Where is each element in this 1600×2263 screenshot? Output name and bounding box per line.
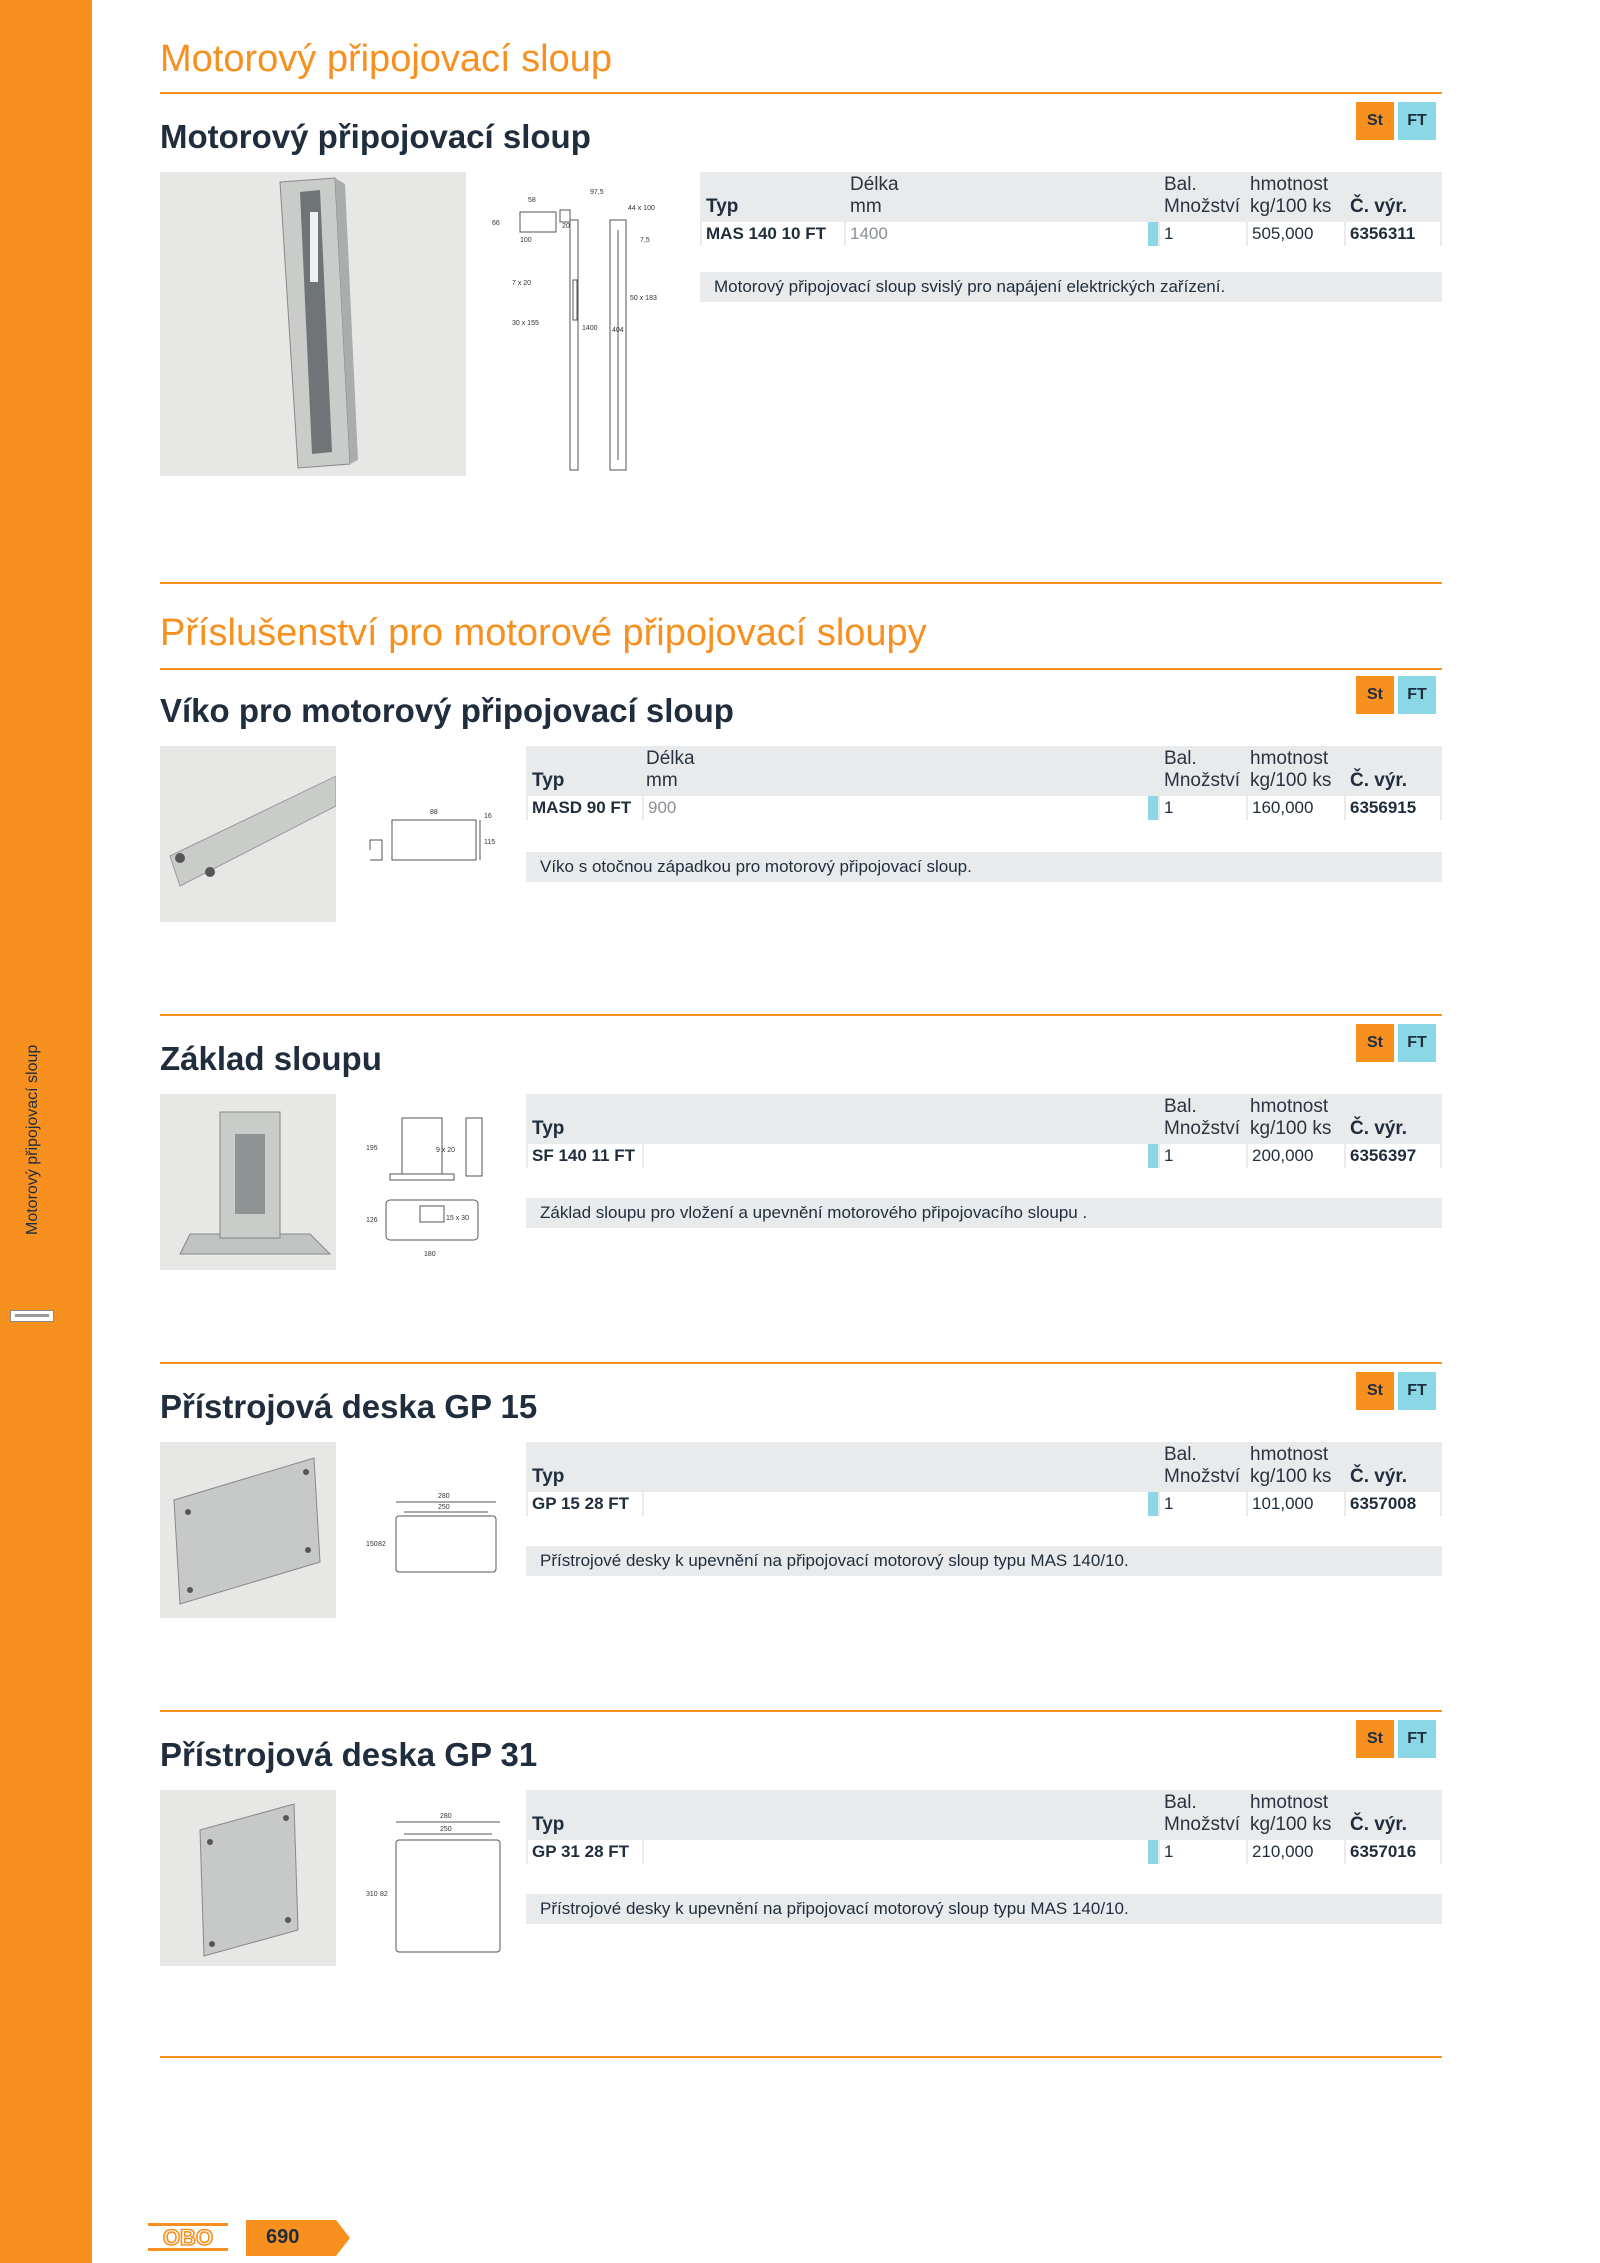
product-description: Přístrojové desky k upevnění na připojovací motorový sloup typu MAS 140/10. [526,1546,1442,1576]
type-cell: MAS 140 10 FT [702,222,844,246]
color-tick [1148,222,1158,246]
svg-text:20: 20 [562,223,570,230]
product-table [526,1790,1442,1864]
header-pack: Bal. [1164,748,1197,769]
product-photo [160,746,336,922]
divider [160,1362,1442,1364]
header-pack: Bal. [1164,1792,1197,1813]
product-description: Motorový připojovací sloup svislý pro napájení elektrických zařízení. [700,272,1442,302]
svg-text:310: 310 [366,1891,378,1898]
svg-text:280: 280 [440,1813,452,1820]
plate-photo-icon [160,1442,336,1618]
header-quantity: Množství [1164,1814,1241,1835]
material-badge-st: St [1356,1372,1394,1410]
product-photo [160,1442,336,1618]
cover-photo-icon [160,746,336,922]
product-table [526,1094,1442,1168]
product-description: Víko s otočnou západkou pro motorový připojovací sloup. [526,852,1442,882]
svg-text:180: 180 [424,1251,436,1258]
material-badge-st: St [1356,102,1394,140]
finish-badge-ft: FT [1398,102,1436,140]
header-article: Č. výr. [1350,1814,1408,1835]
empty-cell [644,1492,1158,1516]
svg-text:58: 58 [528,197,536,204]
section-title: Motorový připojovací sloup [160,38,612,80]
article-cell: 6356311 [1346,222,1440,246]
product-photo [160,1094,336,1270]
quantity-cell: 1 [1160,222,1246,246]
header-quantity: Množství [1164,1118,1241,1139]
weight-cell: 210,000 [1248,1840,1344,1864]
header-pack: Bal. [1164,1096,1197,1117]
material-badge-st: St [1356,1024,1394,1062]
article-cell: 6356915 [1346,796,1440,820]
header-weight: hmotnost [1250,748,1329,769]
header-length: Délka [850,174,899,195]
divider [160,2056,1442,2058]
product-description: Přístrojové desky k upevnění na připojovací motorový sloup typu MAS 140/10. [526,1894,1442,1924]
header-unit: mm [646,770,678,791]
material-badge-st: St [1356,1720,1394,1758]
empty-cell [644,1840,1158,1864]
article-cell: 6357008 [1346,1492,1440,1516]
color-tick [1148,1492,1158,1516]
svg-text:15 x 30: 15 x 30 [446,1215,469,1222]
base-photo-icon [160,1094,336,1270]
table-row [526,1492,1442,1516]
svg-text:16: 16 [484,813,492,820]
divider [160,92,1442,94]
svg-text:100: 100 [520,237,532,244]
technical-drawing [360,800,500,870]
svg-text:82: 82 [380,1891,388,1898]
weight-cell: 160,000 [1248,796,1344,820]
product-title: Přístrojová deska GP 15 [160,1388,538,1425]
header-weight: hmotnost [1250,1444,1329,1465]
svg-text:7,5: 7,5 [640,237,650,244]
article-cell: 6357016 [1346,1840,1440,1864]
header-weight-unit: kg/100 ks [1250,770,1332,791]
product-title: Motorový připojovací sloup [160,118,591,155]
technical-drawing [490,180,680,480]
svg-text:50 x 183: 50 x 183 [630,295,657,302]
header-weight-unit: kg/100 ks [1250,1466,1332,1487]
svg-text:404: 404 [612,327,624,334]
weight-cell: 505,000 [1248,222,1344,246]
header-weight: hmotnost [1250,1096,1329,1117]
table-row [700,222,1442,246]
svg-text:97,5: 97,5 [590,189,604,196]
column-photo-icon [160,172,466,476]
type-cell: SF 140 11 FT [528,1144,642,1168]
obo-logo [148,2223,228,2251]
header-type: Typ [532,770,565,791]
svg-text:82: 82 [378,1541,386,1548]
table-row [526,1840,1442,1864]
product-table [700,172,1442,246]
svg-text:7 x 20: 7 x 20 [512,280,532,287]
svg-text:88: 88 [430,809,438,816]
divider [160,1710,1442,1712]
header-type: Typ [532,1466,565,1487]
empty-cell [644,1144,1158,1168]
product-photo [160,1790,336,1966]
header-pack: Bal. [1164,174,1197,195]
product-photo [160,172,466,476]
product-title: Víko pro motorový připojovací sloup [160,692,734,729]
article-cell: 6356397 [1346,1144,1440,1168]
quantity-cell: 1 [1160,1492,1246,1516]
length-cell: 900 [644,796,1158,820]
color-tick [1148,1144,1158,1168]
page-number: 690 [266,2226,300,2248]
svg-text:250: 250 [438,1504,450,1511]
finish-badge-ft: FT [1398,1024,1436,1062]
sidebar [0,0,92,2263]
technical-drawing [360,1486,500,1576]
finish-badge-ft: FT [1398,1372,1436,1410]
plate-photo-icon [160,1790,336,1966]
finish-badge-ft: FT [1398,1720,1436,1758]
sidebar-marker-icon [10,1310,54,1322]
section-title: Příslušenství pro motorové připojovací sloupy [160,612,927,654]
product-title: Přístrojová deska GP 31 [160,1736,538,1773]
technical-drawing [360,1806,510,1956]
quantity-cell: 1 [1160,1840,1246,1864]
divider [160,668,1442,670]
svg-text:150: 150 [366,1541,378,1548]
header-weight: hmotnost [1250,1792,1329,1813]
material-badge-st: St [1356,676,1394,714]
svg-text:280: 280 [438,1493,450,1500]
header-pack: Bal. [1164,1444,1197,1465]
table-row [526,1144,1442,1168]
weight-cell: 200,000 [1248,1144,1344,1168]
quantity-cell: 1 [1160,796,1246,820]
header-article: Č. výr. [1350,1118,1408,1139]
color-tick [1148,1840,1158,1864]
svg-text:44 x 100: 44 x 100 [628,205,655,212]
quantity-cell: 1 [1160,1144,1246,1168]
header-type: Typ [706,196,739,217]
table-row [526,796,1442,820]
svg-text:30 x 155: 30 x 155 [512,320,539,327]
svg-text:66: 66 [492,220,500,227]
header-weight: hmotnost [1250,174,1329,195]
header-weight-unit: kg/100 ks [1250,196,1332,217]
header-quantity: Množství [1164,1466,1241,1487]
svg-text:OBO: OBO [162,2225,214,2250]
finish-badge-ft: FT [1398,676,1436,714]
header-article: Č. výr. [1350,1466,1408,1487]
technical-drawing [360,1110,500,1260]
product-title: Základ sloupu [160,1040,382,1077]
header-weight-unit: kg/100 ks [1250,1814,1332,1835]
svg-text:115: 115 [484,839,496,846]
header-type: Typ [532,1118,565,1139]
type-cell: GP 31 28 FT [528,1840,642,1864]
sidebar-label: Motorový připojovací sloup [24,1044,41,1235]
svg-text:9 x 20: 9 x 20 [436,1147,456,1154]
header-weight-unit: kg/100 ks [1250,1118,1332,1139]
length-cell: 1400 [846,222,1158,246]
svg-text:1400: 1400 [582,325,598,332]
type-cell: MASD 90 FT [528,796,642,820]
header-type: Typ [532,1814,565,1835]
product-table [526,1442,1442,1516]
header-article: Č. výr. [1350,770,1408,791]
svg-text:126: 126 [366,1217,378,1224]
type-cell: GP 15 28 FT [528,1492,642,1516]
svg-text:195: 195 [366,1145,378,1152]
header-length: Délka [646,748,695,769]
header-unit: mm [850,196,882,217]
header-quantity: Množství [1164,770,1241,791]
divider [160,1014,1442,1016]
divider [160,582,1442,584]
header-quantity: Množství [1164,196,1241,217]
weight-cell: 101,000 [1248,1492,1344,1516]
product-table [526,746,1442,820]
product-description: Základ sloupu pro vložení a upevnění motorového připojovacího sloupu . [526,1198,1442,1228]
color-tick [1148,796,1158,820]
svg-text:250: 250 [440,1826,452,1833]
header-article: Č. výr. [1350,196,1408,217]
